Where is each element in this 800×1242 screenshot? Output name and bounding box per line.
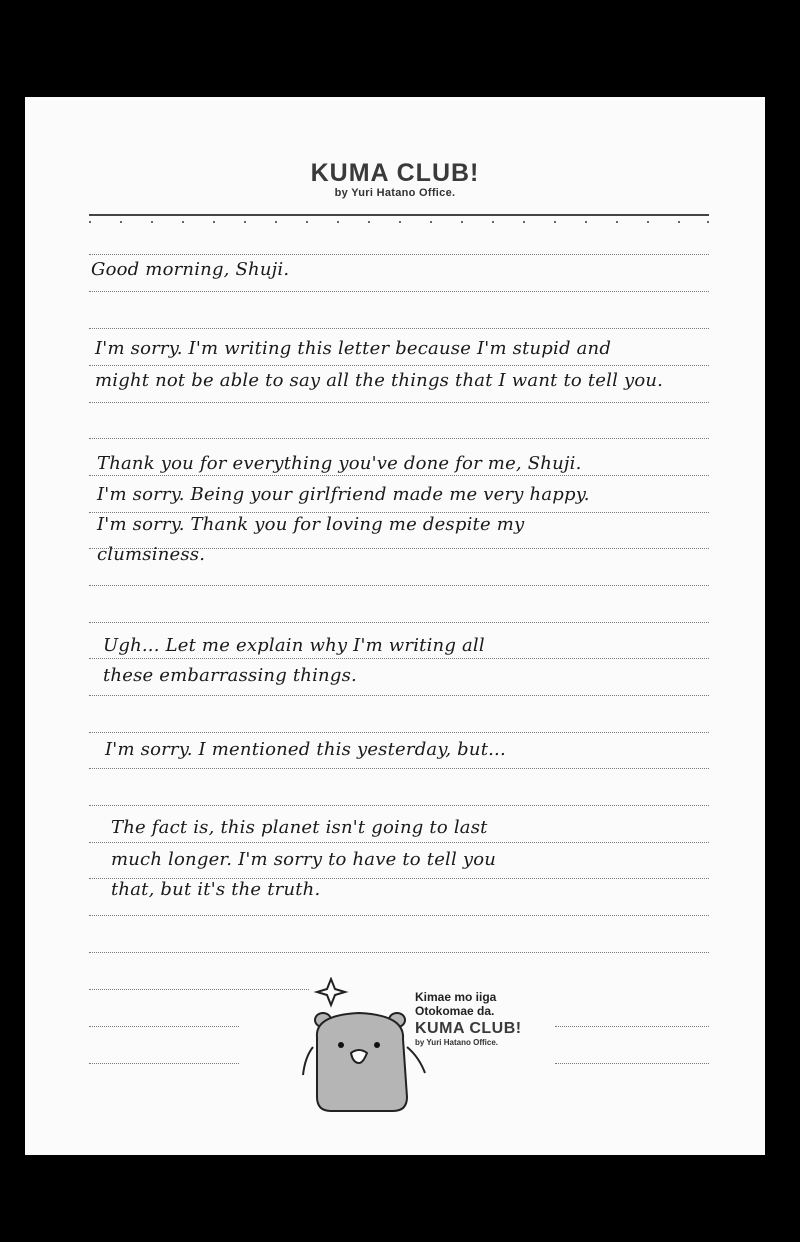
- footer-brand: KUMA CLUB!: [415, 1019, 522, 1037]
- footer-line-2: Otokomae da.: [415, 1004, 495, 1019]
- bear-mascot-icon: [295, 977, 435, 1117]
- ruled-line: [89, 768, 709, 769]
- ruled-line: [89, 695, 709, 696]
- letter-line: I'm sorry. I'm writing this letter because I'm stupid and: [95, 338, 612, 359]
- ruled-line: [89, 254, 709, 255]
- ruled-line: [89, 1026, 239, 1027]
- footer-slogan: [415, 990, 522, 1048]
- letterhead: [25, 159, 765, 199]
- ruled-line: [89, 732, 709, 733]
- footer-line-1: Kimae mo iiga: [415, 990, 497, 1004]
- letter-line: Ugh... Let me explain why I'm writing all: [103, 635, 485, 656]
- letter-paper: [25, 97, 765, 1155]
- letterhead-title: KUMA CLUB!: [310, 159, 480, 187]
- letter-line: much longer. I'm sorry to have to tell you: [111, 849, 497, 870]
- ruled-line: [89, 1063, 239, 1064]
- letter-line: The fact is, this planet isn't going to last: [111, 817, 488, 838]
- ruled-line: [89, 805, 709, 806]
- ruled-line: [89, 952, 709, 953]
- letter-line: might not be able to say all the things that I want to tell you.: [95, 370, 664, 391]
- letter-line: clumsiness.: [97, 544, 206, 565]
- footer-subtitle: by Yuri Hatano Office.: [415, 1037, 498, 1047]
- ruled-line: [89, 328, 709, 329]
- ruled-line: [89, 402, 709, 403]
- ruled-line: [89, 989, 309, 990]
- ruled-line: [89, 585, 709, 586]
- letter-line: I'm sorry. Thank you for loving me despite my: [97, 514, 525, 535]
- ruled-line: [89, 842, 709, 843]
- ruled-line: [89, 622, 709, 623]
- letterhead-subtitle: by Yuri Hatano Office.: [334, 187, 456, 199]
- ruled-line: [89, 365, 709, 366]
- sparkle-icon: [317, 979, 345, 1005]
- ruled-line: [89, 512, 709, 513]
- letter-line: I'm sorry. I mentioned this yesterday, but...: [105, 739, 506, 760]
- ruled-line: [555, 1026, 709, 1027]
- letter-line: these embarrassing things.: [103, 665, 357, 686]
- header-rule: [89, 214, 709, 216]
- letter-line: I'm sorry. Being your girlfriend made me very happy.: [97, 484, 590, 505]
- letter-line: Good morning, Shuji.: [91, 259, 290, 280]
- ruled-line: [89, 915, 709, 916]
- header-tick-marks: [89, 221, 709, 227]
- letter-line: that, but it's the truth.: [111, 879, 321, 900]
- ruled-line: [89, 291, 709, 292]
- ruled-line: [89, 438, 709, 439]
- ruled-line: [89, 475, 709, 476]
- letter-line: Thank you for everything you've done for me, Shuji.: [97, 453, 582, 474]
- ruled-line: [555, 1063, 709, 1064]
- ruled-line: [89, 658, 709, 659]
